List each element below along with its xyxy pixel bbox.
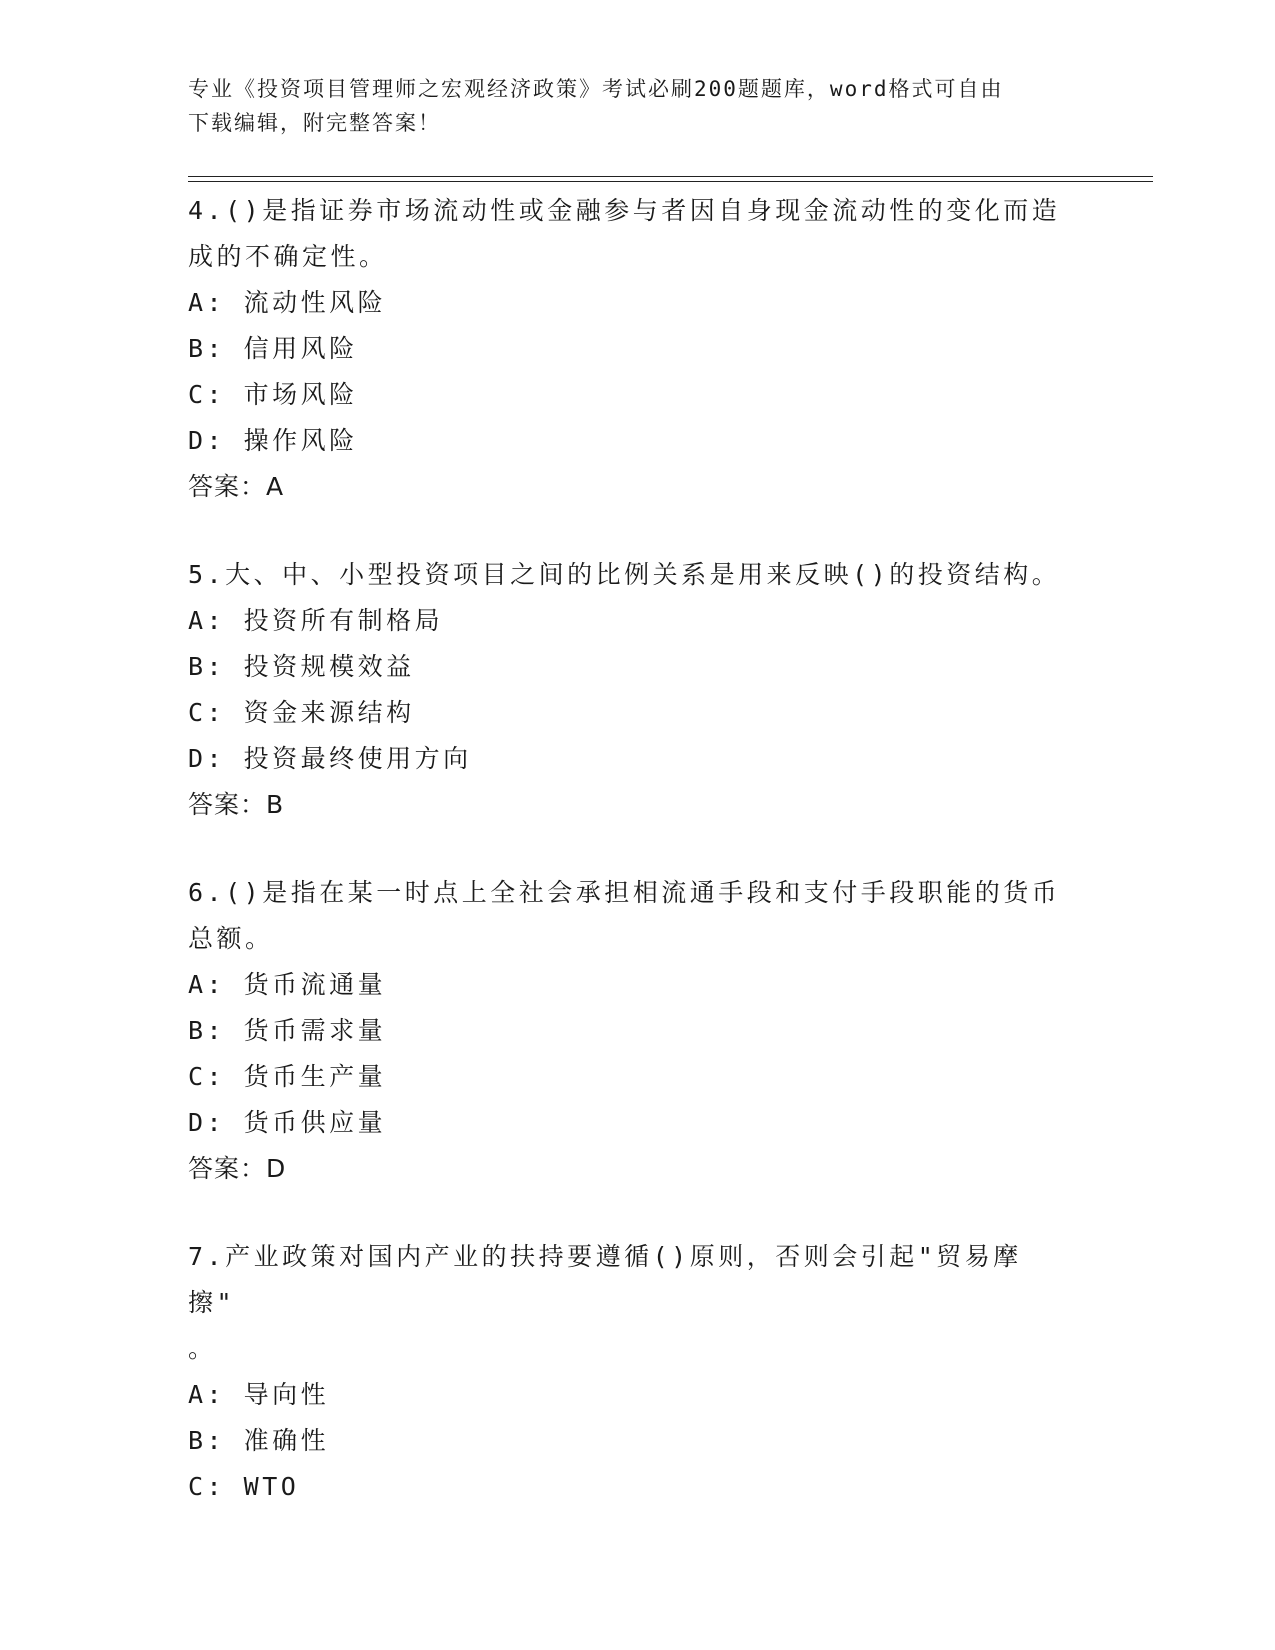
question-list xyxy=(188,188,1068,1510)
option-a: A: 导向性 xyxy=(188,1380,330,1409)
header-divider-bottom xyxy=(188,181,1153,182)
option-c: C: 资金来源结构 xyxy=(188,698,415,727)
question-stem-line: 总额。 xyxy=(188,924,274,953)
header-line-1: 专业《投资项目管理师之宏观经济政策》考试必刷200题题库，word格式可自由 xyxy=(188,77,1004,101)
question-4 xyxy=(188,188,1068,510)
question-stem-line: 5.大、中、小型投资项目之间的比例关系是用来反映()的投资结构。 xyxy=(188,560,1061,589)
header-divider-top xyxy=(188,176,1153,177)
question-stem-line: 7.产业政策对国内产业的扶持要遵循()原则，否则会引起"贸易摩擦" xyxy=(188,1242,1022,1317)
option-c: C: 市场风险 xyxy=(188,380,358,409)
option-b: B: 信用风险 xyxy=(188,334,358,363)
answer-line: 答案：B xyxy=(188,790,285,819)
option-a: A: 投资所有制格局 xyxy=(188,606,444,635)
document-header xyxy=(188,72,1088,140)
option-a: A: 货币流通量 xyxy=(188,970,387,999)
question-7 xyxy=(188,1234,1068,1510)
option-c: C: WTO xyxy=(188,1472,300,1501)
answer-line: 答案：A xyxy=(188,472,285,501)
question-spacer xyxy=(188,510,1068,552)
option-c: C: 货币生产量 xyxy=(188,1062,387,1091)
option-b: B: 准确性 xyxy=(188,1426,330,1455)
question-stem-line: 成的不确定性。 xyxy=(188,242,388,271)
option-d: D: 货币供应量 xyxy=(188,1108,387,1137)
question-6 xyxy=(188,870,1068,1192)
question-stem-line: 。 xyxy=(188,1334,217,1363)
answer-line: 答案：D xyxy=(188,1154,287,1183)
question-stem-line: 4.()是指证券市场流动性或金融参与者因自身现金流动性的变化而造 xyxy=(188,196,1061,225)
option-d: D: 投资最终使用方向 xyxy=(188,744,472,773)
question-spacer xyxy=(188,828,1068,870)
question-stem-line: 6.()是指在某一时点上全社会承担相流通手段和支付手段职能的货币 xyxy=(188,878,1061,907)
question-spacer xyxy=(188,1192,1068,1234)
option-d: D: 操作风险 xyxy=(188,426,358,455)
question-5 xyxy=(188,552,1068,828)
option-b: B: 投资规模效益 xyxy=(188,652,415,681)
header-line-2: 下载编辑，附完整答案！ xyxy=(188,111,441,135)
option-a: A: 流动性风险 xyxy=(188,288,387,317)
option-b: B: 货币需求量 xyxy=(188,1016,387,1045)
